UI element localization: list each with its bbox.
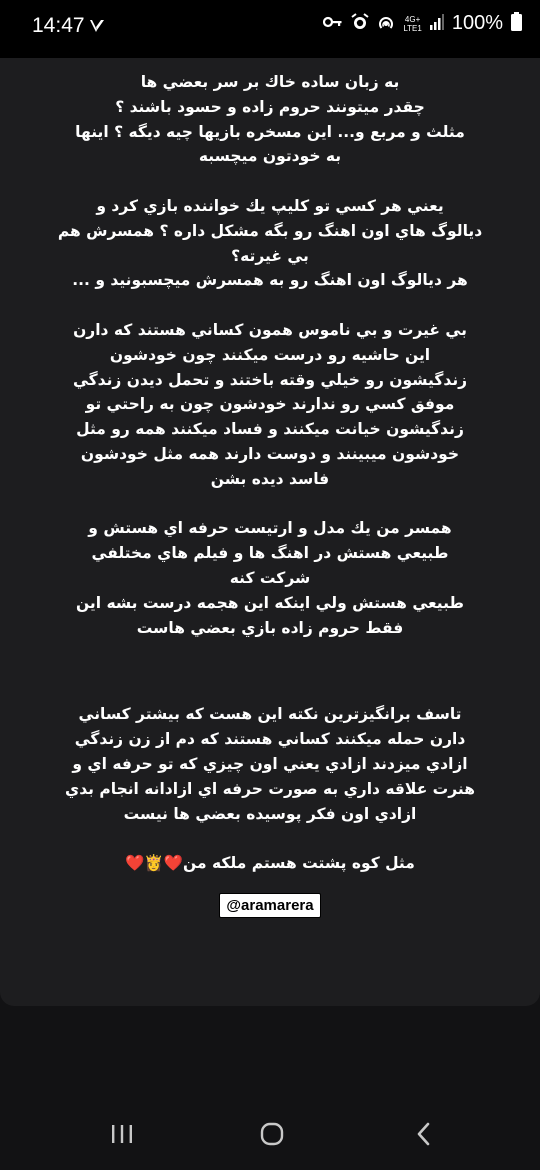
battery-icon <box>511 12 522 35</box>
story-line: شركت كنه <box>229 568 311 587</box>
story-line: تاسف برانگيزترين نكته اين هست كه بيشتر كساني <box>78 705 462 724</box>
home-icon[interactable] <box>252 1114 292 1154</box>
signal-icon <box>430 14 444 34</box>
story-line: خودشون ميبينند و دوست دارند همه مثل خودشون <box>80 444 460 463</box>
navigation-bar <box>0 1090 540 1170</box>
story-line: فقط حروم زاده بازي بعضي هاست <box>136 618 404 637</box>
story-line: به زبان ساده خاك بر سر بعضي ها <box>140 73 400 91</box>
story-line: بي غيرته؟ <box>231 246 309 265</box>
story-closing: مثل كوه پشتت هستم ملكه من❤️👸❤️ <box>125 854 415 873</box>
story-line: ديالوگ هاي اون اهنگ رو بگه مشكل داره ؟ همسرش هم <box>57 221 483 240</box>
story-panel[interactable] <box>0 58 540 1006</box>
story-line: هر ديالوگ اون اهنگ رو به همسرش ميچسبونيد و ... <box>72 271 468 290</box>
status-time: 14:47 <box>32 14 85 37</box>
network-type-label: 4G+ LTE1 <box>403 14 422 33</box>
key-icon <box>323 14 343 33</box>
story-text <box>26 70 514 876</box>
story-line: موفق كسي رو ندارند خودشون چون به راحتي تو <box>85 395 455 414</box>
story-line: بي غيرت و بي ناموس همون كساني هستند كه دارن <box>73 320 467 339</box>
story-line: اين حاشيه رو درست ميكنند چون خودشون <box>109 345 431 364</box>
status-icons <box>323 12 522 35</box>
story-line: دارن حمله ميكنند كساني هستند كه دم از زن زندگي <box>74 730 466 749</box>
mention-wrap <box>0 893 540 918</box>
story-line: فاسد ديده بشن <box>210 469 330 488</box>
story-line: زندگيشون خيانت ميكنند و فساد ميكنند همه رو مثل <box>76 420 464 439</box>
story-line: همسر من يك مدل و ارتيست حرفه اي هستش و <box>88 519 452 538</box>
story-line: مثلث و مربع و... اين مسخره بازيها چيه ديگه ؟ اينها <box>75 122 465 141</box>
data-arrows-icon <box>88 17 106 39</box>
hotspot-icon <box>377 13 395 35</box>
status-bar <box>0 0 540 58</box>
story-line: ازادي ميزدند ازادي يعني اون چيزي كه تو حرفه اي و <box>72 754 468 773</box>
battery-percent: 100% <box>451 12 503 34</box>
back-icon[interactable] <box>404 1114 444 1154</box>
recent-apps-icon[interactable] <box>102 1114 142 1154</box>
story-line: ازادي اون فكر پوسيده بعضي ها نيست <box>123 804 417 823</box>
story-line: طبيعي هستش در اهنگ ها و فيلم هاي مختلفي <box>91 544 449 563</box>
alarm-icon <box>351 13 369 35</box>
story-line: زندگيشون رو خيلي وقته باختند و تحمل ديدن زندگي <box>72 370 468 389</box>
story-line: طبيعي هستش ولي اينكه اين هجمه درست بشه اين <box>75 593 464 612</box>
story-line: به خودتون ميچسبه <box>198 147 342 166</box>
story-line: يعني هر كسي تو كليپ يك خواننده بازي كرد و <box>96 196 444 215</box>
story-line: چقدر ميتونند حروم زاده و حسود باشند ؟ <box>115 97 425 116</box>
story-line: هنرت علاقه داري به صورت حرفه اي ازادانه انجام بدي <box>65 779 475 798</box>
mention-sticker[interactable]: @aramarera <box>219 893 320 918</box>
